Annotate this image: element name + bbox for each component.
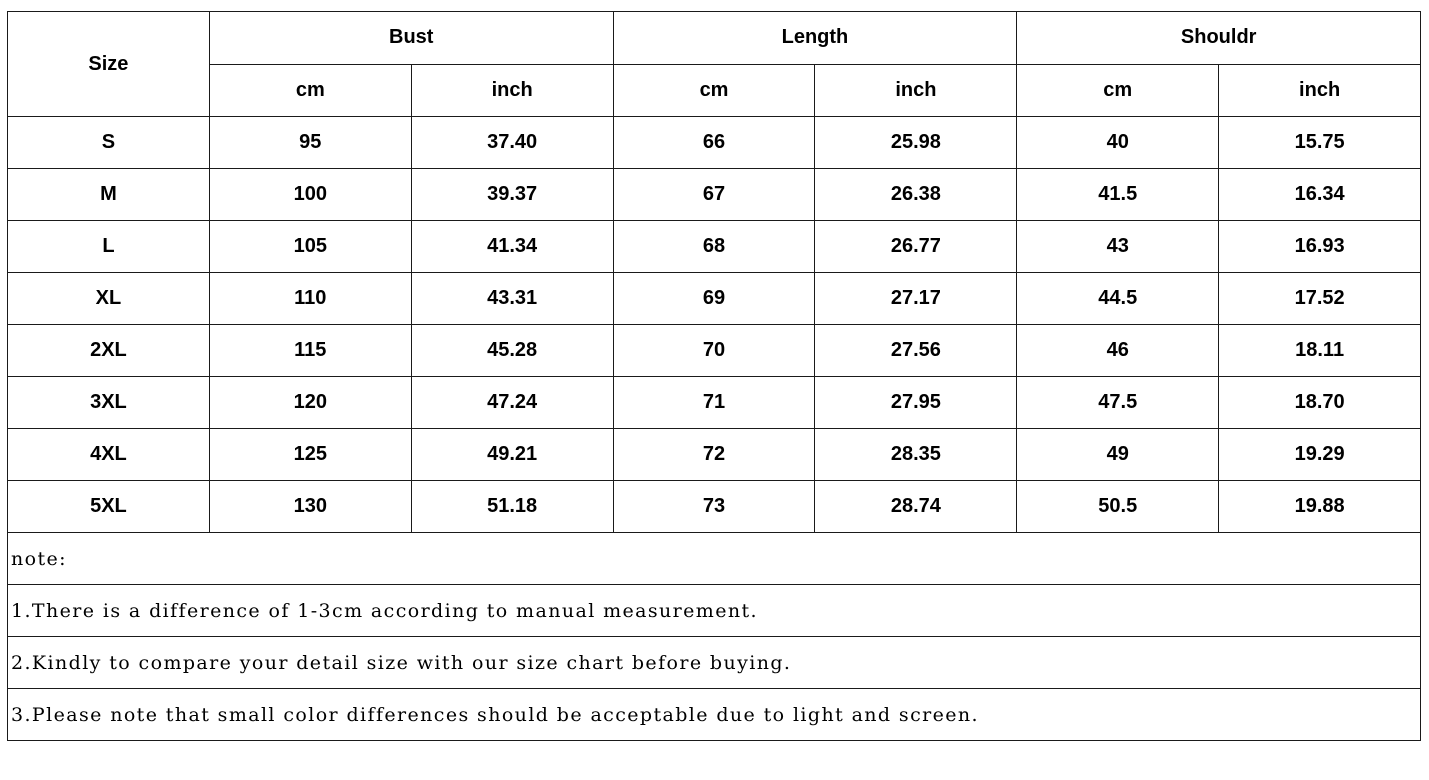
table-row bbox=[8, 117, 1421, 169]
table-row bbox=[8, 325, 1421, 377]
shoulder-inch-cell: 18.11 bbox=[1219, 325, 1421, 377]
shoulder-inch-cell: 16.93 bbox=[1219, 221, 1421, 273]
bust-cm-cell: 120 bbox=[209, 377, 411, 429]
size-cell: XL bbox=[8, 273, 210, 325]
shoulder-cm-cell: 49 bbox=[1017, 429, 1219, 481]
table-row bbox=[8, 273, 1421, 325]
shoulder-inch-cell: 19.88 bbox=[1219, 481, 1421, 533]
bust-cm-cell: 100 bbox=[209, 169, 411, 221]
shoulder-cm-cell: 47.5 bbox=[1017, 377, 1219, 429]
size-column-header: Size bbox=[8, 12, 210, 117]
shoulder-cm-cell: 50.5 bbox=[1017, 481, 1219, 533]
bust-inch-cell: 43.31 bbox=[411, 273, 613, 325]
size-cell: 3XL bbox=[8, 377, 210, 429]
note-text: 3.Please note that small color differences should be acceptable due to light and screen. bbox=[8, 689, 1421, 741]
length-inch-cell: 25.98 bbox=[815, 117, 1017, 169]
length-group-header: Length bbox=[613, 12, 1017, 65]
length-cm-cell: 73 bbox=[613, 481, 815, 533]
length-cm-cell: 72 bbox=[613, 429, 815, 481]
table-row bbox=[8, 169, 1421, 221]
shoulder-cm-cell: 43 bbox=[1017, 221, 1219, 273]
size-chart bbox=[7, 11, 1420, 770]
length-inch-cell: 27.17 bbox=[815, 273, 1017, 325]
shoulder-inch-cell: 15.75 bbox=[1219, 117, 1421, 169]
shoulder-cm-cell: 46 bbox=[1017, 325, 1219, 377]
shoulder-inch-cell: 17.52 bbox=[1219, 273, 1421, 325]
bust-inch-cell: 37.40 bbox=[411, 117, 613, 169]
bust-inch-cell: 45.28 bbox=[411, 325, 613, 377]
bust-inch-cell: 41.34 bbox=[411, 221, 613, 273]
note-heading-row bbox=[8, 533, 1421, 585]
bust-cm-cell: 130 bbox=[209, 481, 411, 533]
shoulder-inch-cell: 19.29 bbox=[1219, 429, 1421, 481]
shoulder-inch-header: inch bbox=[1219, 64, 1421, 117]
note-row bbox=[8, 689, 1421, 741]
size-cell: 4XL bbox=[8, 429, 210, 481]
bust-group-header: Bust bbox=[209, 12, 613, 65]
size-cell: L bbox=[8, 221, 210, 273]
shoulder-cm-header: cm bbox=[1017, 64, 1219, 117]
header-row-units bbox=[8, 64, 1421, 117]
length-inch-cell: 26.38 bbox=[815, 169, 1017, 221]
length-cm-cell: 71 bbox=[613, 377, 815, 429]
shoulder-cm-cell: 41.5 bbox=[1017, 169, 1219, 221]
shoulder-inch-cell: 18.70 bbox=[1219, 377, 1421, 429]
length-cm-cell: 70 bbox=[613, 325, 815, 377]
length-cm-cell: 67 bbox=[613, 169, 815, 221]
length-inch-header: inch bbox=[815, 64, 1017, 117]
size-cell: 2XL bbox=[8, 325, 210, 377]
length-cm-cell: 68 bbox=[613, 221, 815, 273]
bust-cm-cell: 110 bbox=[209, 273, 411, 325]
length-inch-cell: 28.74 bbox=[815, 481, 1017, 533]
table-row bbox=[8, 221, 1421, 273]
size-cell: 5XL bbox=[8, 481, 210, 533]
bust-cm-cell: 95 bbox=[209, 117, 411, 169]
note-text: 2.Kindly to compare your detail size with our size chart before buying. bbox=[8, 637, 1421, 689]
table-row bbox=[8, 481, 1421, 533]
note-text: 1.There is a difference of 1-3cm according to manual measurement. bbox=[8, 585, 1421, 637]
size-chart-table bbox=[7, 11, 1421, 741]
table-row bbox=[8, 377, 1421, 429]
shoulder-group-header: Shouldr bbox=[1017, 12, 1421, 65]
length-inch-cell: 26.77 bbox=[815, 221, 1017, 273]
bust-cm-cell: 115 bbox=[209, 325, 411, 377]
header-row-groups bbox=[8, 12, 1421, 65]
table-row bbox=[8, 429, 1421, 481]
note-row bbox=[8, 637, 1421, 689]
bust-inch-cell: 49.21 bbox=[411, 429, 613, 481]
length-inch-cell: 27.56 bbox=[815, 325, 1017, 377]
length-cm-cell: 69 bbox=[613, 273, 815, 325]
bust-cm-cell: 125 bbox=[209, 429, 411, 481]
size-cell: M bbox=[8, 169, 210, 221]
bust-cm-cell: 105 bbox=[209, 221, 411, 273]
bust-cm-header: cm bbox=[209, 64, 411, 117]
length-inch-cell: 27.95 bbox=[815, 377, 1017, 429]
note-heading: note: bbox=[8, 533, 1421, 585]
length-inch-cell: 28.35 bbox=[815, 429, 1017, 481]
shoulder-inch-cell: 16.34 bbox=[1219, 169, 1421, 221]
bust-inch-cell: 39.37 bbox=[411, 169, 613, 221]
bust-inch-cell: 47.24 bbox=[411, 377, 613, 429]
size-cell: S bbox=[8, 117, 210, 169]
length-cm-header: cm bbox=[613, 64, 815, 117]
shoulder-cm-cell: 40 bbox=[1017, 117, 1219, 169]
shoulder-cm-cell: 44.5 bbox=[1017, 273, 1219, 325]
length-cm-cell: 66 bbox=[613, 117, 815, 169]
bust-inch-header: inch bbox=[411, 64, 613, 117]
note-row bbox=[8, 585, 1421, 637]
bust-inch-cell: 51.18 bbox=[411, 481, 613, 533]
